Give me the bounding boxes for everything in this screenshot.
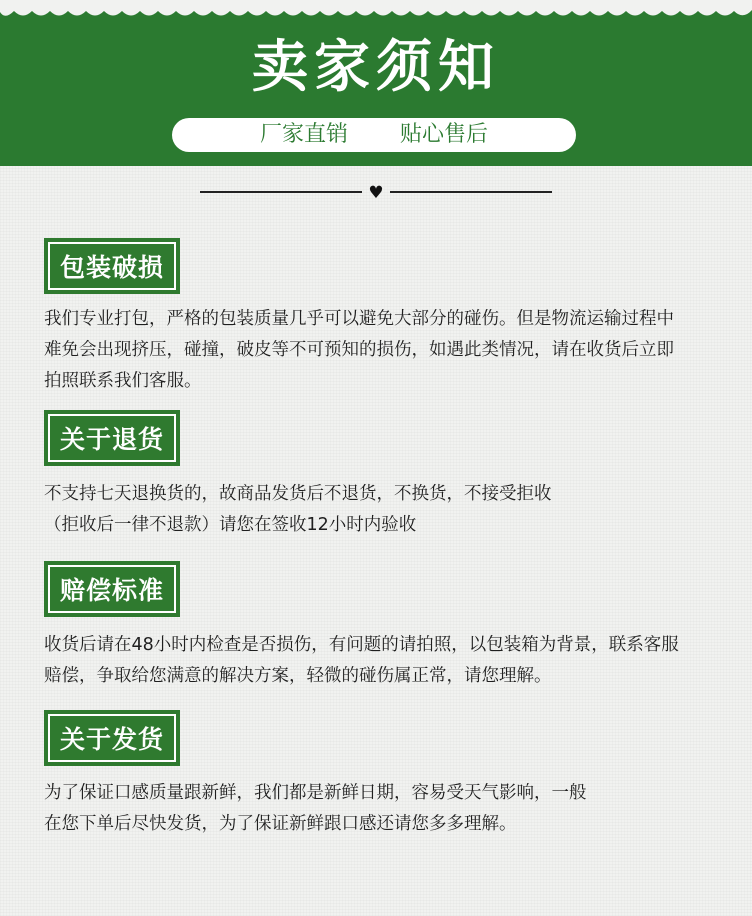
text-line: 拍照联系我们客服。 xyxy=(44,371,202,391)
scalloped-edge xyxy=(0,0,752,26)
text-line: 我们专业打包，严格的包装质量几乎可以避免大部分的碰伤。但是物流运输过程中 xyxy=(44,309,674,329)
section-text-shipping xyxy=(44,778,724,840)
section-heading-returns: 关于退货 xyxy=(44,410,180,466)
heart-icon: ♥ xyxy=(368,183,384,203)
slogan-pill xyxy=(172,118,576,152)
slogan-factory-direct: 厂家直销 xyxy=(259,122,348,147)
heart-divider xyxy=(200,183,552,203)
divider-line-right xyxy=(390,191,552,193)
section-text-packaging xyxy=(44,304,724,397)
slogan-after-sales: 贴心售后 xyxy=(400,122,489,147)
header-banner xyxy=(0,0,752,166)
section-heading-packaging: 包装破损 xyxy=(44,238,180,294)
section-heading-shipping: 关于发货 xyxy=(44,710,180,766)
text-line: 赔偿，争取给您满意的解决方案，轻微的碰伤属正常，请您理解。 xyxy=(44,666,552,686)
text-line: 收货后请在48小时内检查是否损伤，有问题的请拍照，以包装箱为背景，联系客服 xyxy=(44,635,679,655)
section-text-compensation xyxy=(44,630,724,692)
section-text-returns xyxy=(44,479,724,541)
text-line: 不支持七天退换货的，故商品发货后不退货，不换货，不接受拒收 xyxy=(44,484,552,504)
divider-line-left xyxy=(200,191,362,193)
text-line: 难免会出现挤压，碰撞，破皮等不可预知的损伤，如遇此类情况，请在收货后立即 xyxy=(44,340,674,360)
text-line: （拒收后一律不退款）请您在签收12小时内验收 xyxy=(44,515,417,535)
text-line: 为了保证口感质量跟新鲜，我们都是新鲜日期，容易受天气影响，一般 xyxy=(44,783,587,803)
page-title: 卖家须知 xyxy=(252,35,500,100)
section-heading-compensation: 赔偿标准 xyxy=(44,561,180,617)
text-line: 在您下单后尽快发货，为了保证新鲜跟口感还请您多多理解。 xyxy=(44,814,517,834)
